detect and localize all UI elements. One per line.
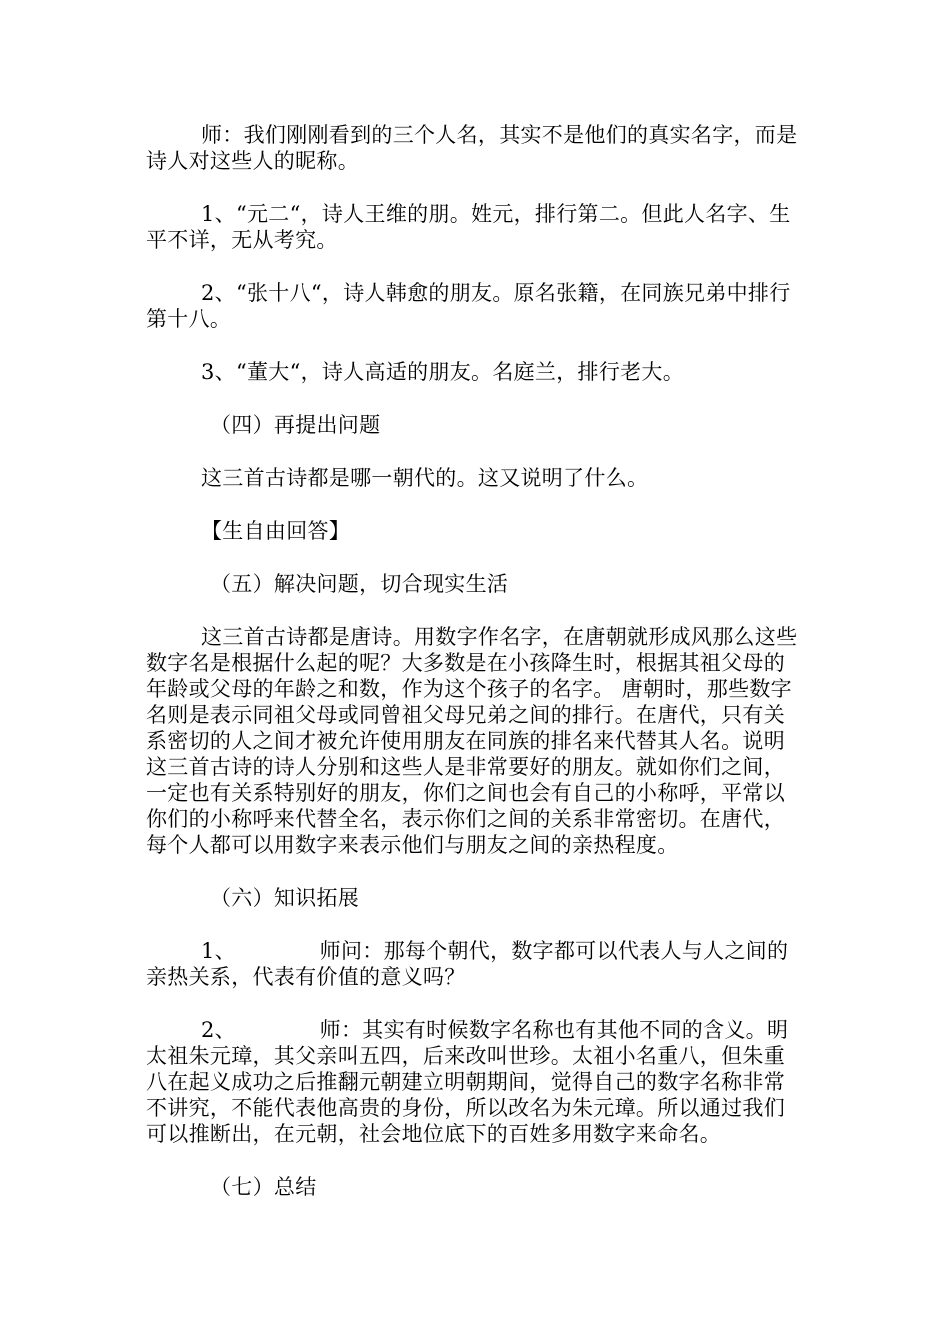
paragraph-item-yuan-er: 1、“元二“，诗人王维的朋。姓元，排行第二。但此人名字、生平不详，无从考究。	[146, 202, 791, 252]
section-heading-7: （七）总结	[210, 1175, 317, 1199]
paragraph-teacher-intro: 师：我们刚刚看到的三个人名，其实不是他们的真实名字，而是诗人对这些人的昵称。	[146, 123, 798, 173]
section-heading-5: （五）解决问题，切合现实生活	[210, 572, 509, 596]
paragraph-question: 这三首古诗都是哪一朝代的。这又说明了什么。	[201, 466, 649, 490]
paragraph-tang-explanation: 这三首古诗都是唐诗。用数字作名字，在唐朝就形成风那么这些数字名是根据什么起的呢？大多数是在小孩降生时，根据其祖父母的年龄或父母的年龄之和数，作为这个孩子的名字。 唐朝时，那些数字名则是表示同祖父母或同曾祖父母兄弟之间的排行。在唐代，只有关系密切的人之间才被允许使用朋友在同族的排名来代替其人名。说明这三首古诗的诗人分别和这些人是非常要好的朋友。就如你们之间，一定也有关系特别好的朋友，你们之间也会有自己的小称呼，平常以你们的小称呼来代替全名，表示你们之间的关系非常密切。在唐代，每个人都可以用数字来表示他们与朋友之间的亲热程度。	[146, 625, 798, 857]
section-heading-6: （六）知识拓展	[210, 886, 360, 910]
paragraph-extension-1: 1、 师问：那每个朝代，数字都可以代表人与人之间的亲热关系，代表有价值的意义吗？	[146, 939, 789, 989]
paragraph-item-dong-da: 3、“董大“，诗人高适的朋友。名庭兰，排行老大。	[201, 360, 685, 384]
paragraph-extension-2: 2、 师：其实有时候数字名称也有其他不同的含义。明太祖朱元璋，其父亲叫五四，后来改叫世珍。太祖小名重八，但朱重八在起义成功之后推翻元朝建立明朝期间，觉得自己的数字名称非常不讲究，不能代表他高贵的身份，所以改名为朱元璋。所以通过我们可以推断出，在元朝，社会地位底下的百姓多用数字来命名。	[146, 1018, 789, 1146]
paragraph-item-zhang-shiba: 2、“张十八“，诗人韩愈的朋友。原名张籍，在同族兄弟中排行第十八。	[146, 281, 791, 331]
section-heading-4: （四）再提出问题	[210, 413, 381, 437]
document-body	[146, 122, 806, 1227]
paragraph-student-answer: 【生自由回答】	[201, 519, 351, 543]
